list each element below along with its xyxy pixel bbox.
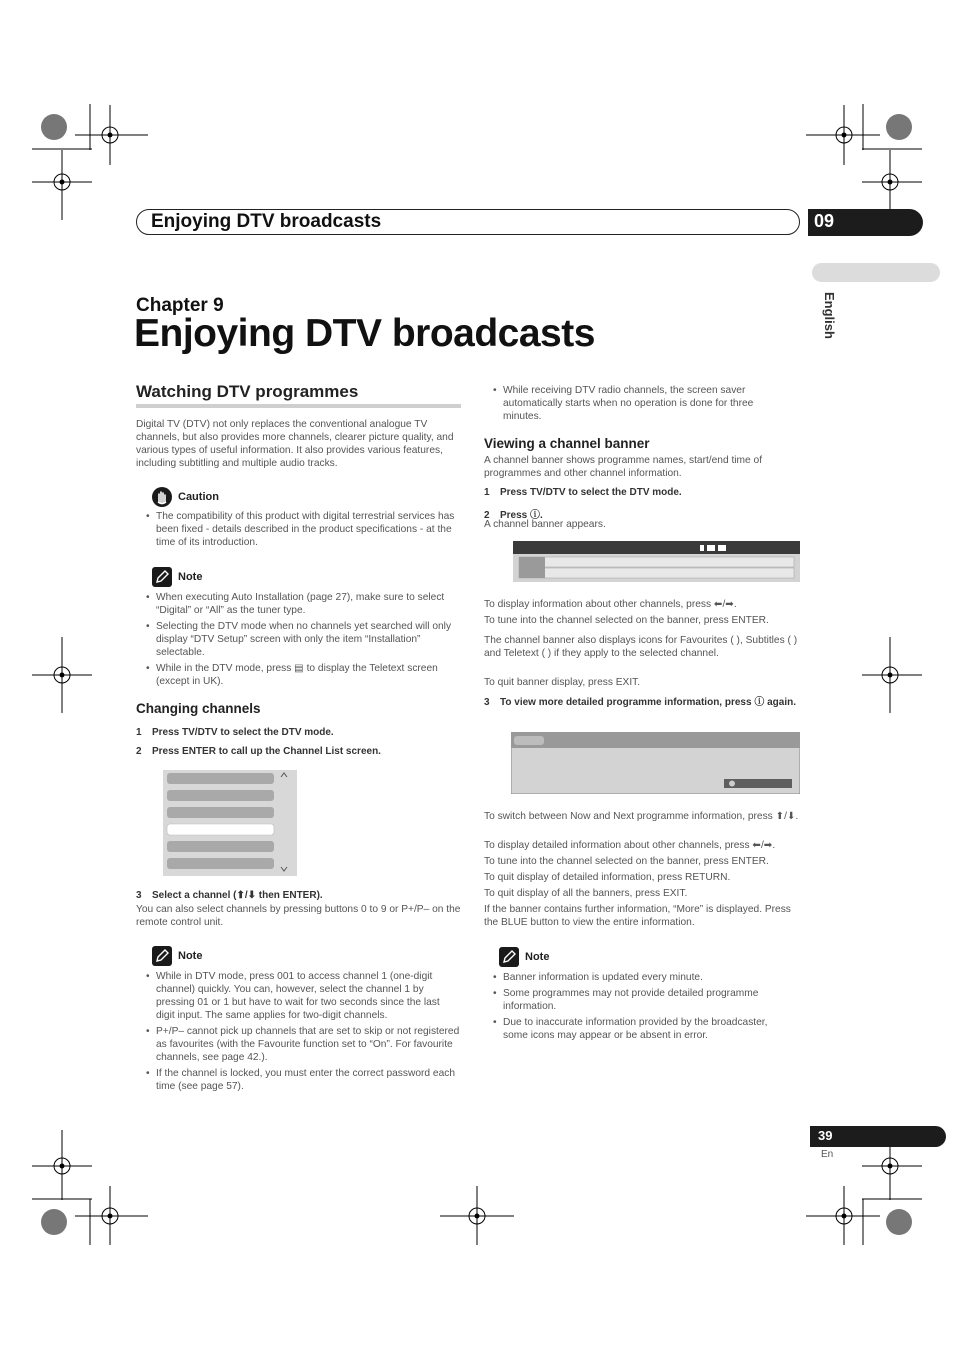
intro-paragraph: Digital TV (DTV) not only replaces the conventional analogue TV channels, but also provides more channels, clearer picture quality, and various types of useful information. It also provides various features, including subtitling and multiple audio tracks. xyxy=(136,419,454,469)
step-text: Press ENTER to call up the Channel List screen. xyxy=(152,746,381,757)
step-number: 3 xyxy=(484,697,490,708)
step-3-body: You can also select channels by pressing buttons 0 to 9 or P+/P– on the remote control unit. xyxy=(136,904,461,928)
banner-intro: A channel banner shows programme names, start/end time of programmes and other channel information. xyxy=(484,455,763,479)
step-3 xyxy=(136,890,323,901)
channel-list-illustration xyxy=(163,770,297,876)
list-item: • Some programmes may not provide detailed programme information. xyxy=(493,987,793,1013)
step-1 xyxy=(136,727,334,738)
paragraph: The channel banner also displays icons for Favourites ( ), Subtitles ( ) and Teletext ( ) if they apply to the selected channel. xyxy=(484,635,798,659)
list-item: • When executing Auto Installation (page 27), make sure to select “Digital” or “All” as the tuner type. xyxy=(146,591,461,617)
subsection-title: Viewing a channel banner xyxy=(484,436,650,451)
channel-banner-illustration xyxy=(513,541,800,582)
pencil-icon xyxy=(499,947,519,967)
list-item: • P+/P– cannot pick up channels that are set to skip or not registered as favourites (with the Favourite function set to “On”. For favourite channels, see page 42.). xyxy=(146,1025,461,1064)
note-label: Note xyxy=(178,950,203,962)
page-number: 39 xyxy=(818,1128,833,1143)
top-bullet-list xyxy=(493,384,793,426)
caution-hand-icon xyxy=(152,487,172,507)
section-title: Watching DTV programmes xyxy=(136,382,359,401)
note-list xyxy=(493,971,793,1045)
detailed-banner-illustration xyxy=(511,732,800,794)
page-number-tab xyxy=(810,1126,946,1147)
paragraph: If the banner contains further information, “More” is displayed. Press the BLUE button to view the entire information. xyxy=(484,904,791,928)
language-tab xyxy=(812,263,940,282)
paragraph: To display detailed information about other channels, press ⬅/➡. xyxy=(484,840,776,851)
language-label xyxy=(819,292,839,352)
list-item: • While in DTV mode, press 001 to access channel 1 (one-digit channel) quickly. You can, however, select the channel 1 by pressing 01 or 1 but have to wait for two seconds since the last digit input. The same applies for two-digit channels. xyxy=(146,970,461,1022)
note-list xyxy=(146,970,461,1096)
paragraph: To quit display of detailed information, press RETURN. xyxy=(484,872,731,883)
step-number: 2 xyxy=(484,510,490,521)
paragraph: To quit display of all the banners, press EXIT. xyxy=(484,888,688,899)
list-item: • Banner information is updated every minute. xyxy=(493,971,793,984)
step-text: Select a channel (⬆/⬇ then ENTER). xyxy=(152,890,323,901)
step-3 xyxy=(484,696,802,709)
chapter-number: 09 xyxy=(814,211,835,231)
running-header-title: Enjoying DTV broadcasts xyxy=(151,211,382,232)
pencil-icon xyxy=(152,946,172,966)
paragraph: To switch between Now and Next programme information, press ⬆/⬇. xyxy=(484,811,799,822)
step-number: 1 xyxy=(136,727,142,738)
step-2 xyxy=(136,746,381,757)
list-item: • The compatibility of this product with digital terrestrial services has been fixed - details described in the product specifications - at the time of its introduction. xyxy=(146,510,461,549)
step-text: Press ⓘ. xyxy=(500,510,543,521)
note-label: Note xyxy=(525,951,550,963)
step-number: 2 xyxy=(136,746,142,757)
paragraph: To tune into the channel selected on the banner, press ENTER. xyxy=(484,856,769,867)
step-text: Press TV/DTV to select the DTV mode. xyxy=(500,487,682,498)
list-item: • Due to inaccurate information provided by the broadcaster, some icons may appear or be absent in error. xyxy=(493,1016,793,1042)
caution-label: Caution xyxy=(178,491,219,503)
step-text: Press TV/DTV to select the DTV mode. xyxy=(152,727,334,738)
chapter-label: Chapter 9 xyxy=(136,295,224,316)
running-header xyxy=(136,209,800,235)
note-label: Note xyxy=(178,571,203,583)
caution-list xyxy=(146,510,461,552)
paragraph: To tune into the channel selected on the banner, press ENTER. xyxy=(484,615,769,626)
step-number: 3 xyxy=(136,890,142,901)
page-language-code: En xyxy=(821,1149,834,1160)
list-item: • While in the DTV mode, press ▤ to display the Teletext screen (except in UK). xyxy=(146,662,461,688)
note-list xyxy=(146,591,461,691)
step-2-body: A channel banner appears. xyxy=(484,519,606,530)
page-title: Enjoying DTV broadcasts xyxy=(134,312,595,355)
paragraph: To display information about other channels, press ⬅/➡. xyxy=(484,599,737,610)
list-item: • If the channel is locked, you must enter the correct password each time (see page 57). xyxy=(146,1067,461,1093)
paragraph: To quit banner display, press EXIT. xyxy=(484,677,641,688)
pencil-icon xyxy=(152,567,172,587)
subsection-title: Changing channels xyxy=(136,701,261,716)
section-rule xyxy=(136,404,461,408)
list-item: • While receiving DTV radio channels, the screen saver automatically starts when no operation is done for three minutes. xyxy=(493,384,793,423)
step-1 xyxy=(484,487,682,498)
chapter-tab xyxy=(808,209,923,236)
step-text: To view more detailed programme information, press ⓘ again. xyxy=(500,697,796,708)
language-text: English xyxy=(822,292,837,339)
step-number: 1 xyxy=(484,487,490,498)
list-item: • Selecting the DTV mode when no channels yet searched will only display “DTV Setup” screen with only the item “Installation” selectable. xyxy=(146,620,461,659)
